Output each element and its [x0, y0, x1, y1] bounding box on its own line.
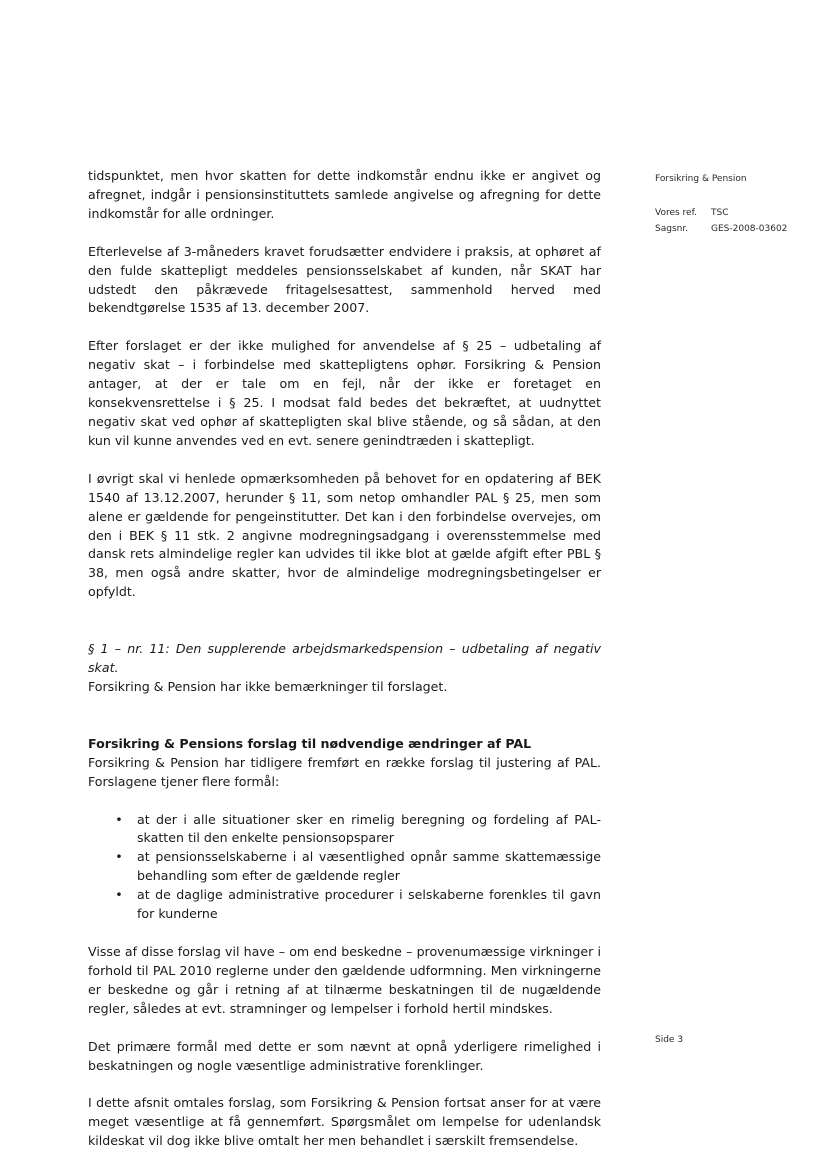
list-item: [88, 848, 601, 886]
letter-body: [88, 167, 601, 1151]
list-item: [88, 811, 601, 849]
bullet-icon: •: [115, 887, 123, 903]
our-reference-value: TSC: [711, 208, 729, 218]
reference-block: [655, 207, 787, 235]
paragraph-afsnit: I dette afsnit omtales forslag, som Forsikring & Pension fortsat anser for at være meget væsentlige at få gennemført. Spørgsmålet om lempelse for udenlandsk kildeskat vil dog ikke blive omtalt her men behandlet i særskilt fremsendelse.: [88, 1095, 601, 1149]
purpose-list: [88, 811, 601, 924]
paragraph-forslag-intro: Forsikring & Pension har tidligere fremført en række forslag til justering af PAL. Forslagene tjener flere formål:: [88, 754, 601, 789]
list-item-text: at de daglige administrative procedurer i selskaberne forenkles til gavn for kunderne: [137, 887, 601, 922]
section-heading-pal-proposals: Forsikring & Pensions forslag til nødvendige ændringer af PAL: [88, 735, 532, 751]
paragraph-primaere-formaal: Det primære formål med dette er som nævnt at opnå yderligere rimelighed i beskatningen og nogle væsentlige administrative forenklinger.: [88, 1038, 601, 1073]
sender-organization: Forsikring & Pension: [655, 174, 747, 184]
bullet-icon: •: [115, 811, 123, 827]
bullet-icon: •: [115, 849, 123, 865]
paragraph-virkninger: Visse af disse forslag vil have – om end beskedne – provenumæssige virkninger i forhold til PAL 2010 reglerne under den gældende udformning. Men virkningerne er beskedne og går i retning af at tilnærme beskatningen til de nugældende regler, således at evt. stramninger og lempelser i forhold hertil mindskes.: [88, 944, 601, 1016]
case-number-label: Sagsnr.: [655, 224, 689, 234]
section-subheading-nr-11: § 1 – nr. 11: Den supplerende arbejdsmarkedspension – udbetaling af negativ skat.: [88, 641, 601, 676]
list-item-text: at der i alle situationer sker en rimelig beregning og fordeling af PAL-skatten til den enkelte pensionsopsparer: [137, 811, 601, 846]
paragraph-tidspunktet: tidspunktet, men hvor skatten for dette indkomstår endnu ikke er angivet og afregnet, indgår i pensionsinstituttets samlede angivelse og afregning for dette indkomstår for alle ordninger.: [88, 168, 601, 221]
our-reference-row: [655, 207, 787, 219]
paragraph-efter-forslaget: Efter forslaget er der ikke mulighed for anvendelse af § 25 – udbetaling af negativ skat – i forbindelse med skattepligtens ophør. Forsikring & Pension antager, at der er tale om en fejl, når der ikke er foretaget en konsekvensrettelse i § 25. I modsat fald bedes det bekræftet, at uudnyttet negativ skat ved ophør af skattepligten skal blive stående, og så sådan, at den kun vil kunne anvendes ved en evt. senere genindtræden i skattepligt.: [88, 338, 601, 448]
paragraph-efterlevelse: Efterlevelse af 3-måneders kravet forudsætter endvidere i praksis, at ophøret af den fulde skattepligt meddeles pensionsselskabet af kunden, når SKAT har udstedt den påkrævede fritagelsesattest, sammenhold herved med bekendtgørelse 1535 af 13. december 2007.: [88, 243, 601, 316]
paragraph-oevrigt: I øvrigt skal vi henlede opmærksomheden på behovet for en opdatering af BEK 1540 af 13.12.2007, herunder § 11, som netop omhandler PAL § 25, men som alene er gældende for pengeinstitutter. Det kan i den forbindelse overvejes, om den i BEK § 11 stk. 2 angivne modregningsadgang i overensstemmelse med dansk rets almindelige regler kan udvides til ikke blot at gælde afgift efter PBL § 38, men også andre skatter, hvor de almindelige modregningsbetingelser er opfyldt.: [88, 470, 601, 600]
case-number-value: GES-2008-03602: [711, 224, 788, 234]
page-number: Side 3: [655, 1035, 684, 1045]
paragraph-no-remarks: Forsikring & Pension har ikke bemærkninger til forslaget.: [88, 678, 448, 694]
case-number-row: [655, 223, 787, 235]
our-reference-label: Vores ref.: [655, 208, 697, 218]
list-item: [88, 886, 601, 924]
list-item-text: at pensionsselskaberne i al væsentlighed opnår samme skattemæssige behandling som efter de gældende regler: [137, 849, 601, 884]
